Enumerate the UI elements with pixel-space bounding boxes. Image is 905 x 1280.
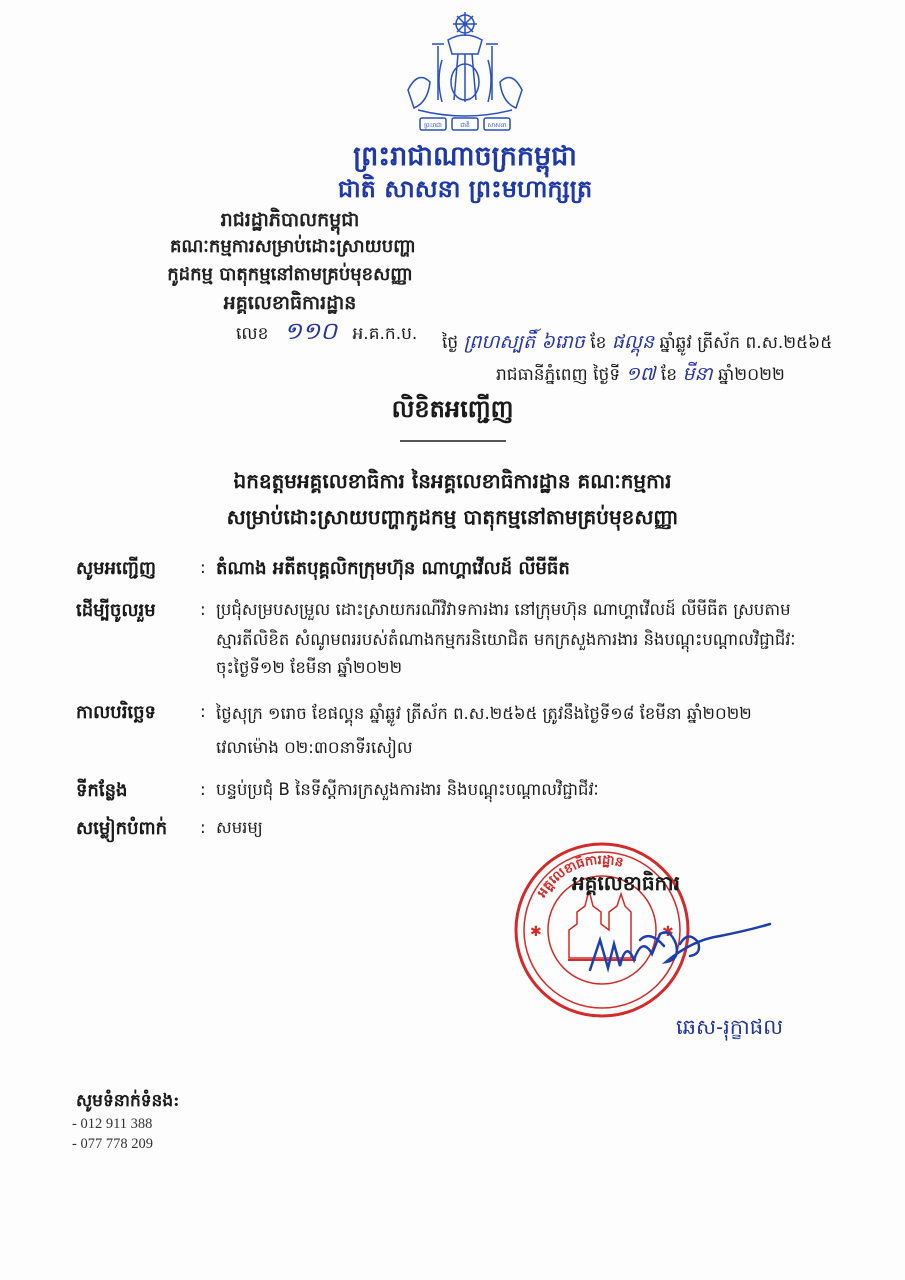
ref-number-handwritten: ១១០ <box>283 317 338 345</box>
colon: : <box>200 558 206 578</box>
contact-label: សូមទំនាក់ទំនង: <box>76 1091 180 1111</box>
lunar-mid: ខែ <box>590 333 607 353</box>
colon: : <box>200 818 206 838</box>
colon: : <box>200 702 206 722</box>
signatory-name: ឆេស-រុក្ខាផល <box>676 1015 784 1039</box>
lunar-date <box>442 330 832 358</box>
lunar-month-handwritten: ផល្គុន <box>611 331 655 353</box>
subtitle-line-1: ឯកឧត្តមអគ្គលេខាធិការ នៃអគ្គលេខាធិការដ្ឋាន គណៈកម្មការ <box>233 469 672 493</box>
title-divider <box>400 440 506 442</box>
subtitle-line-2: សម្រាប់ដោះស្រាយបញ្ហាកូដកម្ម បាតុកម្មនៅតាមគ្រប់មុខសញ្ញា <box>226 505 679 529</box>
signatory-title: អគ្គលេខាធិការ <box>572 871 680 895</box>
schedule-line: ថ្ងៃសុក្រ ១រោច ខែផល្គុន ឆ្នាំឆ្លូវ ត្រីស័ក ព.ស.២៥៦៥ ត្រូវនឹងថ្ងៃទី១៨ ខែមីនា ឆ្នាំ២០២២ <box>216 704 752 723</box>
phone-number: - 077 778 209 <box>72 1136 153 1152</box>
lunar-day-handwritten: ព្រហស្បតិ៍ ៦រោច <box>463 331 585 353</box>
gregorian-date <box>496 362 785 390</box>
emblem-label: ជាតិ <box>460 122 470 129</box>
issuer-line-2: គណៈកម្មការសម្រាប់ដោះស្រាយបញ្ហា <box>170 236 416 257</box>
svg-text:✱: ✱ <box>662 924 674 940</box>
attire-label: សម្លៀកបំពាក់ <box>76 818 168 839</box>
invite-label: សូមអញ្ជើញ <box>76 558 156 579</box>
purpose-line: ស្មារតីលិខិត សំណូមពររបស់តំណាងកម្មករនិយោជិត មកក្រសួងការងារ និងបណ្ដុះបណ្ដាលវិជ្ជាជីវៈ <box>216 630 796 649</box>
colon: : <box>200 600 206 620</box>
document-title: លិខិតអញ្ជើញ <box>391 394 514 423</box>
month-handwritten: មីនា <box>682 363 713 385</box>
venue-label: ទីកន្លែង <box>76 780 128 801</box>
schedule-line: វេលាម៉ោង ០២:៣០នាទីរសៀល <box>216 738 413 757</box>
phone-number: - 012 911 388 <box>72 1116 153 1132</box>
month-prefix: ខែ <box>660 365 678 385</box>
purpose-label: ដើម្បីចូលរួម <box>76 600 156 621</box>
purpose-line: ចុះថ្ងៃទី១២ ខែមីនា ឆ្នាំ២០២២ <box>216 658 403 677</box>
day-handwritten: ១៧ <box>625 363 656 385</box>
issuer-line-3: កូដកម្ម បាតុកម្មនៅតាមគ្រប់មុខសញ្ញា <box>167 264 413 285</box>
ref-suffix: អ.គ.ក.ប. <box>352 324 418 344</box>
emblem-label: សាសនា <box>487 122 507 129</box>
city-prefix: រាជធានីភ្នំពេញ ថ្ងៃទី <box>496 365 621 385</box>
purpose-line: ប្រជុំសម្របសម្រួល ដោះស្រាយករណីវិវាទការងារ នៅក្រុមហ៊ុន ណាហ្គាវើលដ៍ លីមីធីត ស្របតាម <box>216 600 791 619</box>
royal-coat-of-arms-icon <box>398 10 532 138</box>
national-motto: ជាតិ សាសនា ព្រះមហាក្សត្រ <box>337 174 593 203</box>
handwritten-signature-icon <box>580 900 780 990</box>
emblem-label: ព្រះរាជា <box>424 122 442 129</box>
colon: : <box>200 780 206 800</box>
kingdom-heading: ព្រះរាជាណាចក្រកម្ពុជា <box>353 141 577 172</box>
year-text: ឆ្នាំ២០២២ <box>718 365 785 385</box>
svg-text:✱: ✱ <box>530 924 542 940</box>
schedule-label: កាលបរិច្ឆេទ <box>76 702 156 723</box>
seal-text: អគ្គលេខាធិការដ្ឋាន <box>534 852 625 901</box>
reference-number <box>236 316 417 351</box>
issuer-line-1: រាជរដ្ឋាភិបាលកម្ពុជា <box>220 209 360 231</box>
venue-value: បន្ទប់ប្រជុំ B នៃទីស្ដីការក្រសួងការងារ និងបណ្ដុះបណ្ដាលវិជ្ជាជីវៈ <box>216 780 599 799</box>
invite-value: តំណាង អតីតបុគ្គលិកក្រុមហ៊ុន ណាហ្គាវើលដ៍ លីមីធីត <box>216 558 570 579</box>
attire-value: សមរម្យ <box>216 818 263 837</box>
lunar-suffix: ឆ្នាំឆ្លូវ ត្រីស័ក ព.ស.២៥៦៥ <box>659 333 833 353</box>
ref-prefix: លេខ <box>236 324 269 344</box>
lunar-prefix: ថ្ងៃ <box>442 333 459 353</box>
issuer-line-4: អគ្គលេខាធិការដ្ឋាន <box>223 292 357 314</box>
